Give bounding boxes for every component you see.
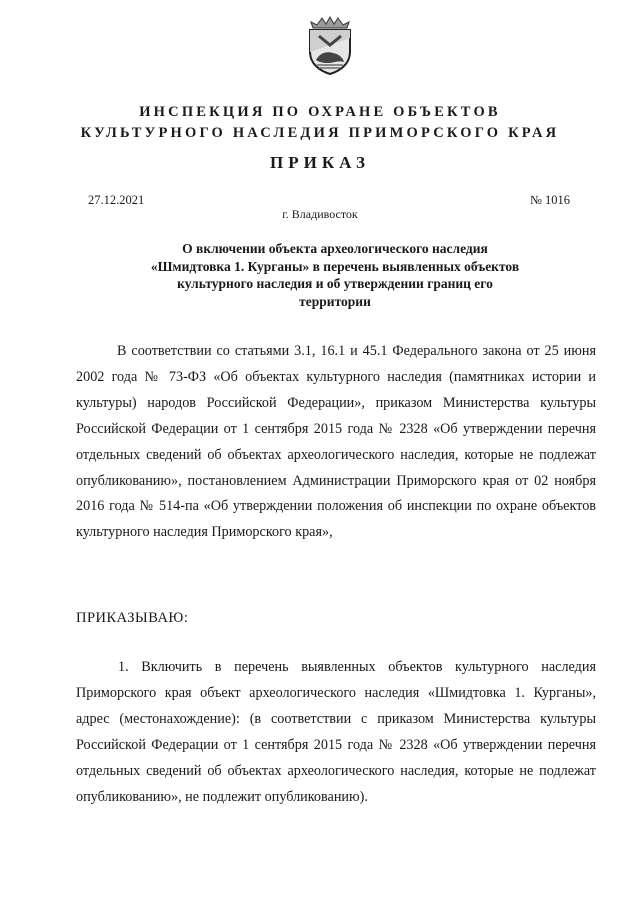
document-type-title: ПРИКАЗ <box>270 153 370 172</box>
document-date: 27.12.2021 <box>88 193 145 207</box>
order-heading: ПРИКАЗЫВАЮ: <box>76 610 189 626</box>
preamble-paragraph: В соответствии со статьями 3.1, 16.1 и 45.1 Федерального закона от 25 июня 2002 года № 73-ФЗ «Об объектах культурного наследия (памятниках истории и культуры) народов Российской Федерации», приказом Министерства культуры Российской Федерации от 1 сентября 2015 года № 2328 «Об утверждении перечня отдельных сведений об объектах археологического наследия, которые не подлежат опубликованию», постановлением Администрации Приморского края от 02 ноября 2016 года № 514-па «Об утверждении положения об инспекции по охране объектов культурного наследия Приморского края», <box>76 343 596 541</box>
document-number: № 1016 <box>530 193 571 207</box>
organization-name-line1: ИНСПЕКЦИЯ ПО ОХРАНЕ ОБЪЕКТОВ <box>139 104 501 120</box>
document-subject: О включении объекта археологического наследия «Шмидтовка 1. Курганы» в перечень выявленных объектов культурного наследия и об утверждении границ его территории <box>150 241 520 309</box>
organization-name-line2: КУЛЬТУРНОГО НАСЛЕДИЯ ПРИМОРСКОГО КРАЯ <box>80 125 560 141</box>
coat-of-arms-icon <box>303 14 357 76</box>
order-item-1: 1. Включить в перечень выявленных объектов культурного наследия Приморского края объект археологического наследия «Шмидтовка 1. Курганы», адрес (местонахождение): (в соответствии с приказом Министерства культуры Российской Федерации от 1 сентября 2015 года № 2328 «Об утверждении перечня отдельных сведений об объектах археологического наследия, которые не подлежат опубликованию», не подлежит опубликованию). <box>76 659 596 805</box>
document-city: г. Владивосток <box>282 207 358 221</box>
